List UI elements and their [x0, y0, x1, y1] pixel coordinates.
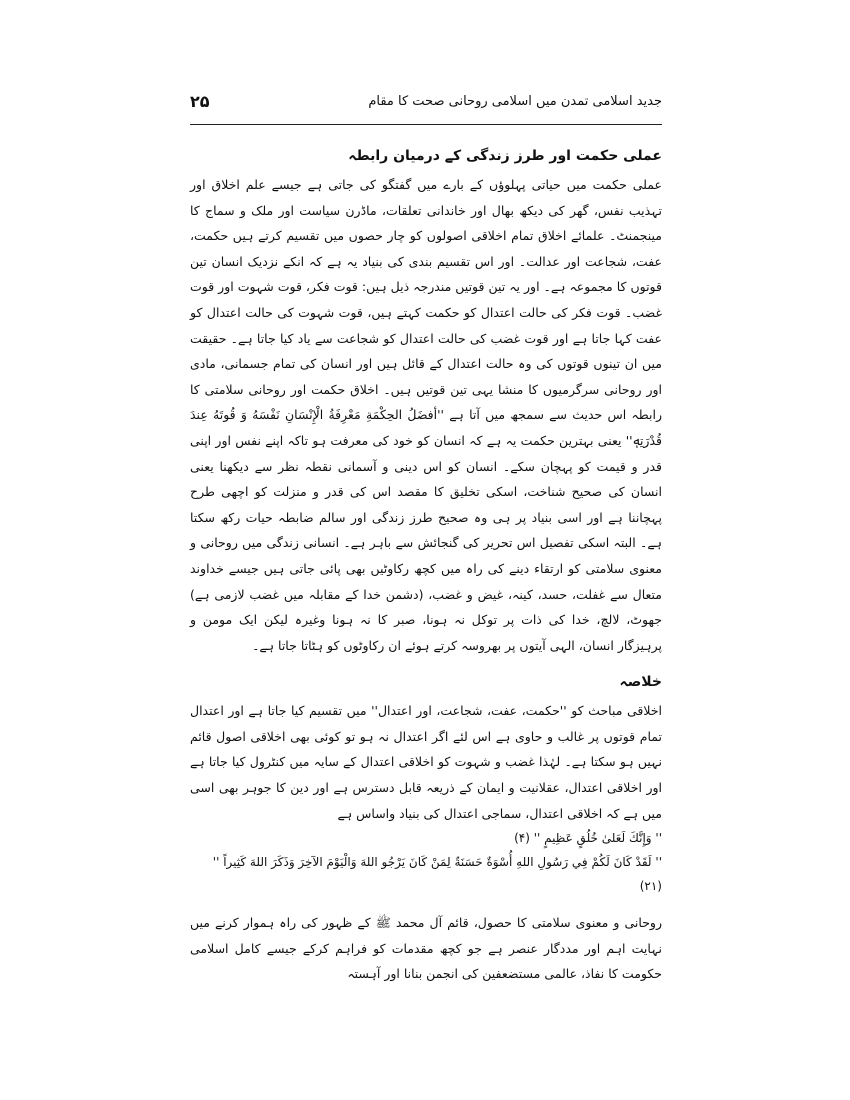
- body-paragraph-2: اخلاقی مباحث کو ''حکمت، عفت، شجاعت، اور اعتدال'' میں تقسیم کیا جاتا ہے اور اعتدال تمام قوتوں پر غالب و حاوی ہے اس لئے اگر اعتدال نہ ہو تو کوئی بھی اخلاقی اصول قائم نہیں ہو سکتا ہے۔ لہٰذا غضب و شہوت کو اخلاقی اعتدال کے سایہ میں کنٹرول کیا جاتا ہے اور اخلاقی اعتدال، عقلانیت و ایمان کے ذریعہ قابل دسترس ہے اور دین کا جوہر بھی اسی میں ہے کہ اخلاقی اعتدال، سماجی اعتدال کی بنیاد واساس ہے: [190, 703, 662, 821]
- quran-quote-2: [190, 850, 662, 898]
- quote-reference: (۲۱): [639, 879, 662, 894]
- quote-text: '' لَقَدْ كَانَ لَكُمْ فِي رَسُولِ اللهِ أُسْوَةٌ حَسَنَةٌ لِمَنْ كَانَ يَرْجُو اللهَ وَالْيَوْمَ الآخِرَ وَذَكَرَ اللهَ كَثِيراً '': [212, 855, 662, 870]
- quote-text: '' وَإِنَّكَ لَعَلىٰ خُلُقٍ عَظِيمٍ '': [533, 831, 662, 846]
- page-number: ۲۵: [190, 92, 210, 111]
- page-content: [190, 132, 662, 987]
- quote-reference: (۴): [514, 831, 530, 846]
- body-paragraph-1: عملی حکمت میں حیاتی پہلوؤں کے بارے میں گفتگو کی جاتی ہے جیسے علم اخلاق اور تہذیب نفس، گھر کی دیکھ بھال اور خاندانی تعلقات، ماڈرن سیاست اور ملک و سماج کا مینجمنٹ۔ علمائے اخلاق تمام اخلاقی اصولوں کو چار حصوں میں تقسیم کرتے ہیں حکمت، عفت، شجاعت اور عدالت۔ اور اس تقسیم بندی کی بنیاد یہ ہے کہ انکے نزدیک انسان تین قوتوں کا مجموعہ ہے۔ اور یہ تین قوتیں مندرجہ ذیل ہیں: قوت فکر، قوت شہوت اور قوت غضب۔ قوت فکر کی حالت اعتدال کو حکمت کہتے ہیں، قوت شہوت کی حالت اعتدال کو عفت کہا جاتا ہے اور قوت غضب کی حالت اعتدال کو شجاعت سے یاد کیا جاتا ہے۔ حقیقت میں ان تینوں قوتوں کی وہ حالت اعتدال کے قائل ہیں اور انسان کی تمام جسمانی، مادی اور روحانی سرگرمیوں کا منشا یہی تین قوتیں ہیں۔ اخلاق حکمت اور روحانی سلامتی کا رابطہ اس حدیث سے سمجھ میں آتا ہے ''أفضَلُ الحِكْمَةِ مَعْرِفَةُ الْإِنْسَانِ نَفْسَهُ وَ قُوتَهُ عِندَ قُدْرَتِهٖ'' یعنی بہترین حکمت یہ ہے کہ انسان کو خود کی معرفت ہو تاکہ اپنے نفس اور اپنی قدر و قیمت کو پہچان سکے۔ انسان کو اس دینی و آسمانی نقطہ نظر سے دیکھنا یعنی انسان کی صحیح شناخت، اسکی تخلیق کا مقصد اس کی قدر و منزلت کو اچھی طرح پہچاننا ہے اور اسی بنیاد پر ہی وہ صحیح طرز زندگی اور سالم ضابطہ حیات رکھ سکتا ہے۔ البتہ اسکی تفصیل اس تحریر کی گنجائش سے باہر ہے۔ انسانی زندگی میں روحانی و معنوی سلامتی کو ارتقاء دینے کی راہ میں کچھ رکاوٹیں بھی پائی جاتی ہیں جیسے خداوند متعال سے غفلت، حسد، کینہ، غیض و غضب، (دشمن خدا کے مقابلہ میں غضب لازمی ہے) جھوٹ، لالچ، خدا کی ذات پر توکل نہ ہونا، صبر کا نہ ہونا وغیرہ لیکن ایک مومن و پرہیزگار انسان، الہی آیتوں پر بھروسہ کرتے ہوئے ان رکاوٹوں کو ہٹاتا جاتا ہے۔: [190, 177, 662, 653]
- section-heading-summary: خلاصہ: [619, 674, 662, 691]
- page-header: [190, 92, 662, 118]
- section-heading-practical-wisdom: عملی حکمت اور طرز زندگی کے درمیان رابطہ: [348, 148, 662, 164]
- header-rule: [190, 124, 662, 125]
- body-paragraph-3: روحانی و معنوی سلامتی کا حصول، قائم آل محمد ﷺ کے ظہور کی راہ ہموار کرنے میں نہایت اہم اور مددگار عنصر ہے جو کچھ مقدمات کو فراہم کرکے جیسے کامل اسلامی حکومت کا نفاذ، عالمی مستضعفین کی انجمن بنانا اور آہستہ: [190, 915, 662, 982]
- quran-quote-1: [190, 826, 662, 850]
- running-title: جدید اسلامی تمدن میں اسلامی روحانی صحت کا مقام: [368, 94, 662, 109]
